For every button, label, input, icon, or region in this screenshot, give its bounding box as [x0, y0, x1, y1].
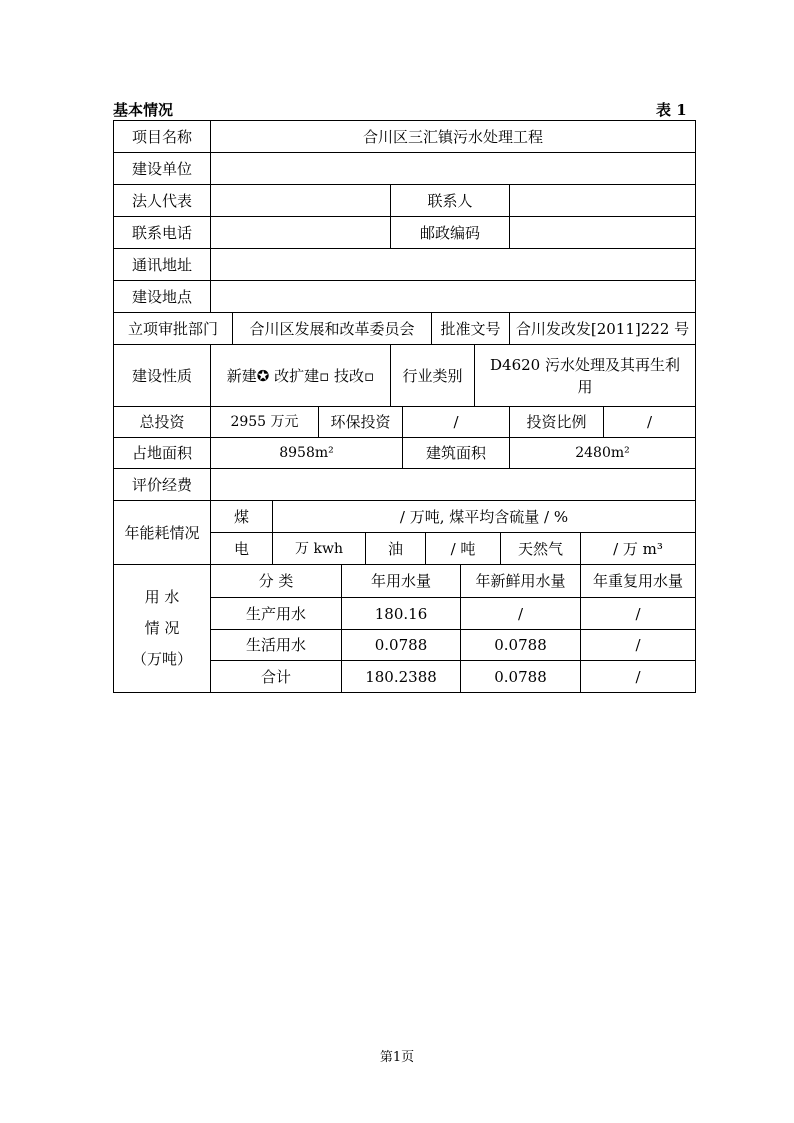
- total-investment-value: 2955 万元: [210, 406, 318, 437]
- gas-value: / 万 m³: [580, 532, 695, 564]
- land-area-value: 8958m²: [210, 437, 402, 468]
- table-frame: [113, 120, 696, 693]
- approval-no-value: 合川发改发[2011]222 号: [509, 312, 695, 344]
- water-cell: /: [460, 597, 580, 629]
- env-investment-label: 环保投资: [318, 406, 402, 437]
- construction-nature-label: 建设性质: [113, 344, 210, 406]
- water-cell: 生活用水: [210, 629, 341, 660]
- water-cell: /: [580, 597, 695, 629]
- r3-label2: 联系人: [390, 184, 509, 216]
- r3-label: 法人代表: [113, 184, 210, 216]
- approval-dept-label: 立项审批部门: [113, 312, 232, 344]
- r11-label: 评价经费: [113, 468, 210, 500]
- r1-label: 项目名称: [113, 120, 210, 152]
- water-header: 年用水量: [341, 564, 460, 597]
- building-area-value: 2480m²: [509, 437, 695, 468]
- electricity-value: 万 kwh: [272, 532, 365, 564]
- water-header: 年重复用水量: [580, 564, 695, 597]
- r5-label: 通讯地址: [113, 248, 210, 280]
- r1-value: 合川区三汇镇污水处理工程: [210, 120, 695, 152]
- water-cell: 180.16: [341, 597, 460, 629]
- investment-ratio-label: 投资比例: [509, 406, 603, 437]
- building-area-label: 建筑面积: [402, 437, 509, 468]
- approval-no-label: 批准文号: [431, 312, 509, 344]
- industry-category-label: 行业类别: [390, 344, 474, 406]
- investment-ratio-value: /: [603, 406, 695, 437]
- water-label-line: 情 况: [144, 619, 180, 637]
- coal-value: / 万吨, 煤平均含硫量 / %: [272, 500, 695, 532]
- table-number: 表 1: [656, 101, 687, 119]
- coal-label: 煤: [210, 500, 272, 532]
- total-investment-label: 总投资: [113, 406, 210, 437]
- water-cell: /: [580, 660, 695, 692]
- r4-label2: 邮政编码: [390, 216, 509, 248]
- water-cell: 0.0788: [341, 629, 460, 660]
- oil-value: / 吨: [425, 532, 500, 564]
- page-number: 第1页: [379, 1050, 415, 1065]
- water-cell: 0.0788: [460, 660, 580, 692]
- oil-label: 油: [365, 532, 425, 564]
- water-header: 年新鲜用水量: [460, 564, 580, 597]
- water-cell: 生产用水: [210, 597, 341, 629]
- land-area-label: 占地面积: [113, 437, 210, 468]
- construction-nature-value: 新建✪ 改扩建▫ 技改▫: [210, 344, 390, 406]
- water-cell: 0.0788: [460, 629, 580, 660]
- water-label-line: 用 水: [144, 588, 180, 606]
- r6-label: 建设地点: [113, 280, 210, 312]
- gas-label: 天然气: [500, 532, 580, 564]
- energy-label: 年能耗情况: [113, 500, 210, 564]
- r4-label: 联系电话: [113, 216, 210, 248]
- water-header: 分 类: [210, 564, 341, 597]
- r2-label: 建设单位: [113, 152, 210, 184]
- env-investment-value: /: [402, 406, 509, 437]
- water-cell: /: [580, 629, 695, 660]
- water-label-line: （万吨）: [131, 650, 192, 668]
- approval-dept-value: 合川区发展和改革委员会: [232, 312, 431, 344]
- water-cell: 180.2388: [341, 660, 460, 692]
- section-title: 基本情况: [113, 101, 174, 119]
- industry-category-value: D4620 污水处理及其再生利用: [474, 344, 695, 406]
- electricity-label: 电: [210, 532, 272, 564]
- water-cell: 合计: [210, 660, 341, 692]
